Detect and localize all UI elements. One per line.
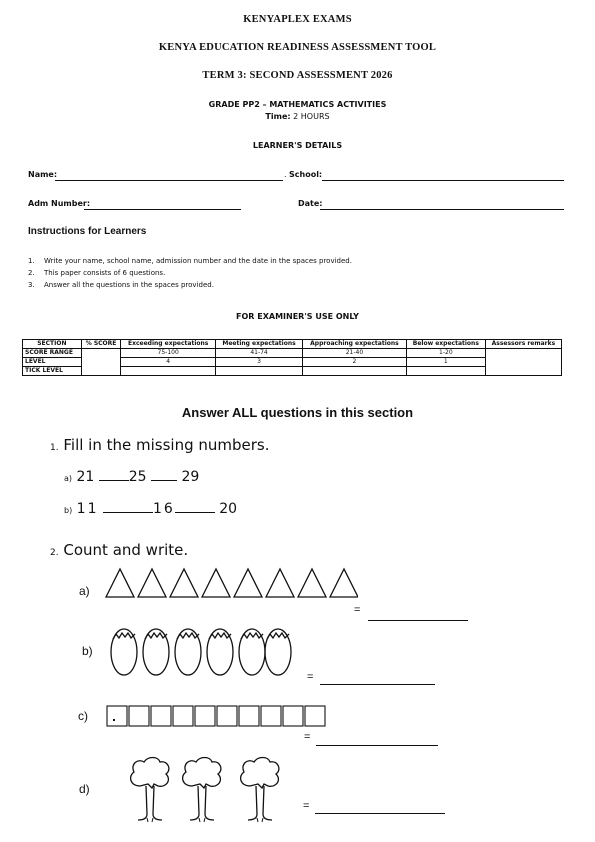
section-title: Answer ALL questions in this section <box>181 405 414 420</box>
question-number: 1. <box>50 443 59 453</box>
triangle-icon <box>106 569 134 597</box>
egg-icon <box>175 629 201 675</box>
tick-cell[interactable] <box>121 367 216 376</box>
tick-cell[interactable] <box>406 367 485 376</box>
date-field[interactable] <box>320 209 564 210</box>
learner-details-heading: LEARNER'S DETAILS <box>252 141 343 150</box>
score-cell[interactable] <box>81 349 121 376</box>
time-line <box>0 112 595 121</box>
answer-blank[interactable] <box>175 512 215 513</box>
question-number: 2. <box>50 548 59 558</box>
remarks-cell[interactable] <box>485 349 561 376</box>
time-label: Time: <box>265 112 291 121</box>
triangle-icon <box>298 569 326 597</box>
square-icon <box>129 706 149 726</box>
instruction-item: 3. Answer all the questions in the spaces provided. <box>28 281 214 289</box>
answer-line[interactable] <box>320 684 435 685</box>
eggs-group <box>108 625 296 677</box>
table-row: LEVEL 4 3 2 1 <box>23 358 562 367</box>
table-header-row <box>23 340 562 349</box>
q1-b: b) 11 16 20 <box>64 501 238 517</box>
triangle-icon <box>234 569 262 597</box>
equals-sign: = <box>354 604 361 616</box>
triangle-icon <box>202 569 230 597</box>
answer-blank[interactable] <box>151 480 177 481</box>
tree-icon <box>241 758 279 823</box>
square-icon <box>195 706 215 726</box>
sub-label: a) <box>64 474 73 483</box>
square-icon <box>217 706 237 726</box>
sub-label: b) <box>82 644 93 658</box>
answer-line[interactable] <box>315 813 445 814</box>
triangle-icon <box>170 569 198 597</box>
question-text: Count and write. <box>63 541 189 559</box>
answer-blank[interactable] <box>103 512 153 513</box>
instruction-item: 2. This paper consists of 6 questions. <box>28 269 166 277</box>
tick-cell[interactable] <box>303 367 407 376</box>
square-icon <box>151 706 171 726</box>
egg-icon <box>239 629 265 675</box>
table-header: Below expectations <box>406 340 485 349</box>
square-icon <box>239 706 259 726</box>
tree-icon <box>131 758 169 823</box>
examiner-title: FOR EXAMINER'S USE ONLY <box>236 312 359 321</box>
row-label: LEVEL <box>23 358 82 367</box>
date-label: Date: <box>298 199 323 208</box>
answer-line[interactable] <box>368 620 468 621</box>
adm-label: Adm Number: <box>28 199 91 208</box>
sub-label: c) <box>78 709 88 723</box>
equals-sign: = <box>307 671 314 683</box>
org-title: KENYAPLEX EXAMS <box>243 14 352 25</box>
triangle-icon <box>266 569 294 597</box>
time-value: 2 HOURS <box>293 112 330 121</box>
table-row: SCORE RANGE 75-100 41-74 21-40 1-20 <box>23 349 562 358</box>
question-2 <box>50 541 188 559</box>
table-header: Assessors remarks <box>485 340 561 349</box>
sub-label: b) <box>64 506 73 515</box>
squares-group <box>106 705 328 727</box>
egg-icon <box>265 629 291 675</box>
question-text: Fill in the missing numbers. <box>63 436 270 454</box>
egg-icon <box>207 629 233 675</box>
q1-a: a) 21 25 29 <box>64 469 200 485</box>
trees-group <box>126 756 286 824</box>
square-icon <box>107 706 127 726</box>
term-title: TERM 3: SECOND ASSESSMENT 2026 <box>202 70 393 81</box>
answer-blank[interactable] <box>99 480 129 481</box>
instructions-title: Instructions for Learners <box>28 226 147 237</box>
school-label: School: <box>289 170 323 179</box>
examiner-table <box>22 339 562 376</box>
name-label: Name: <box>28 170 58 179</box>
square-icon <box>173 706 193 726</box>
row-label: TICK LEVEL <box>23 367 82 376</box>
subject-title: GRADE PP2 – MATHEMATICS ACTIVITIES <box>208 100 387 109</box>
tick-cell[interactable] <box>216 367 303 376</box>
sub-label: a) <box>79 584 90 598</box>
row-label: SCORE RANGE <box>23 349 82 358</box>
square-icon <box>283 706 303 726</box>
adm-field[interactable] <box>84 209 241 210</box>
triangles-group <box>104 567 358 599</box>
sub-label: d) <box>79 782 90 796</box>
table-header: Approaching expectations <box>303 340 407 349</box>
triangle-icon <box>138 569 166 597</box>
tool-title: KENYA EDUCATION READINESS ASSESSMENT TOOL <box>158 42 437 53</box>
table-header: Exceeding expectations <box>121 340 216 349</box>
equals-sign: = <box>304 731 311 743</box>
triangle-icon <box>330 569 358 597</box>
school-field[interactable] <box>322 180 564 181</box>
egg-icon <box>111 629 137 675</box>
instructions-list <box>28 255 352 291</box>
egg-icon <box>143 629 169 675</box>
table-header: % SCORE <box>81 340 121 349</box>
name-field[interactable] <box>55 180 283 181</box>
table-header: Meeting expectations <box>216 340 303 349</box>
instruction-item: 1. Write your name, school name, admission number and the date in the spaces provided. <box>28 257 352 265</box>
table-header: SECTION <box>23 340 82 349</box>
square-icon <box>305 706 325 726</box>
square-icon <box>261 706 281 726</box>
question-1 <box>50 436 270 454</box>
answer-line[interactable] <box>316 745 438 746</box>
tree-icon <box>183 758 221 823</box>
equals-sign: = <box>303 800 310 812</box>
